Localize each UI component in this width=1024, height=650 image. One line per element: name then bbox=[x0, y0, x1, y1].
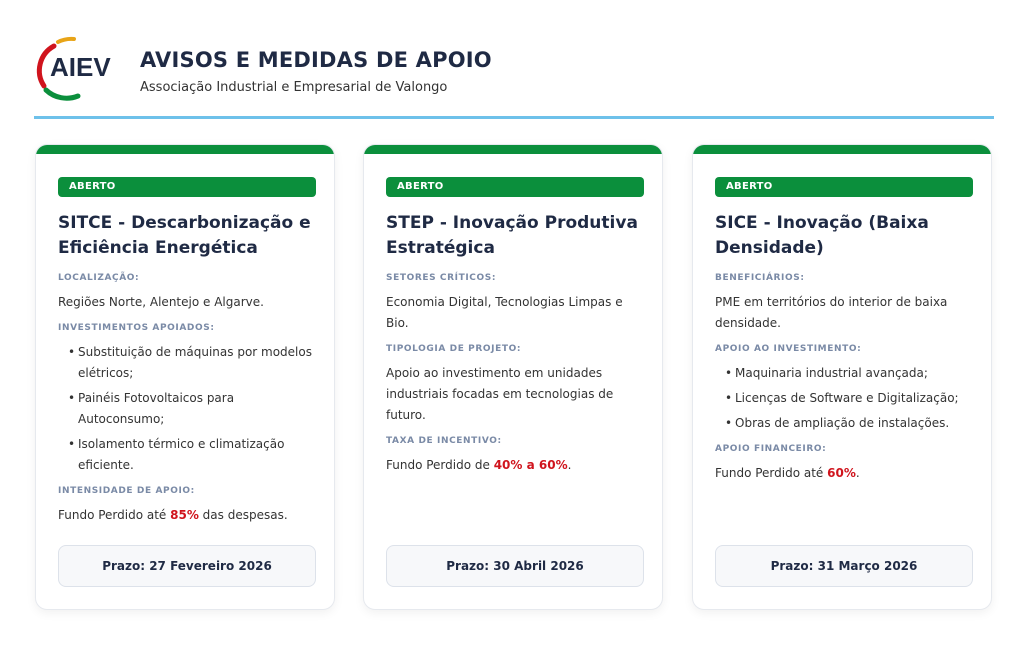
support-rate-highlight: 40% a 60% bbox=[493, 458, 568, 472]
section-label: TAXA DE INCENTIVO: bbox=[386, 436, 502, 446]
section-text: Regiões Norte, Alentejo e Algarve. bbox=[58, 295, 264, 309]
investment-list bbox=[58, 342, 320, 476]
notice-card-step bbox=[363, 144, 663, 610]
support-rate-highlight: 85% bbox=[170, 508, 199, 522]
investment-list bbox=[715, 363, 977, 434]
section-label: BENEFICIÁRIOS: bbox=[715, 273, 805, 283]
support-rate-text: Fundo Perdido até 85% das despesas. bbox=[58, 508, 288, 522]
section-label: LOCALIZAÇÃO: bbox=[58, 273, 140, 283]
list-item: • Painéis Fotovoltaicos para Autoconsumo; bbox=[68, 388, 320, 430]
section-text: Apoio ao investimento em unidades industriais focadas em tecnologias de futuro. bbox=[386, 366, 614, 422]
deadline-box[interactable]: Prazo: 30 Abril 2026 bbox=[386, 545, 644, 587]
notice-card-sice bbox=[692, 144, 992, 610]
logo-text: AIEV bbox=[50, 52, 111, 82]
support-rate-text: Fundo Perdido de 40% a 60%. bbox=[386, 458, 572, 472]
card-content bbox=[58, 273, 320, 536]
support-rate-text: Fundo Perdido até 60%. bbox=[715, 466, 860, 480]
list-item: • Substituição de máquinas por modelos elétricos; bbox=[68, 342, 320, 384]
card-title: SITCE - Descarbonização e Eficiência Energética bbox=[58, 213, 311, 258]
status-badge: ABERTO bbox=[386, 177, 644, 197]
card-accent-bar bbox=[693, 145, 991, 154]
card-title: STEP - Inovação Produtiva Estratégica bbox=[386, 213, 638, 258]
list-item: • Isolamento térmico e climatização eficiente. bbox=[68, 434, 320, 476]
section-label: INVESTIMENTOS APOIADOS: bbox=[58, 323, 215, 333]
section-label: APOIO AO INVESTIMENTO: bbox=[715, 344, 862, 354]
section-text: Economia Digital, Tecnologias Limpas e Bio. bbox=[386, 295, 623, 330]
deadline-box[interactable]: Prazo: 31 Março 2026 bbox=[715, 545, 973, 587]
card-accent-bar bbox=[364, 145, 662, 154]
section-text: PME em territórios do interior de baixa densidade. bbox=[715, 295, 948, 330]
card-title: SICE - Inovação (Baixa Densidade) bbox=[715, 213, 929, 258]
list-item: • Maquinaria industrial avançada; bbox=[725, 363, 977, 384]
page-title: AVISOS E MEDIDAS DE APOIO bbox=[140, 48, 492, 72]
status-badge: ABERTO bbox=[58, 177, 316, 197]
section-label: INTENSIDADE DE APOIO: bbox=[58, 486, 195, 496]
section-label: APOIO FINANCEIRO: bbox=[715, 444, 827, 454]
page-header bbox=[34, 36, 994, 106]
status-badge: ABERTO bbox=[715, 177, 973, 197]
deadline-box[interactable]: Prazo: 27 Fevereiro 2026 bbox=[58, 545, 316, 587]
list-item: • Obras de ampliação de instalações. bbox=[725, 413, 977, 434]
aiev-logo bbox=[34, 36, 122, 102]
support-rate-highlight: 60% bbox=[827, 466, 856, 480]
list-item: • Licenças de Software e Digitalização; bbox=[725, 388, 977, 409]
page-subtitle: Associação Industrial e Empresarial de Valongo bbox=[140, 80, 448, 95]
card-content bbox=[386, 273, 648, 486]
header-divider bbox=[34, 116, 994, 119]
section-label: TIPOLOGIA DE PROJETO: bbox=[386, 344, 522, 354]
section-label: SETORES CRÍTICOS: bbox=[386, 273, 497, 283]
notice-card-sitce bbox=[35, 144, 335, 610]
card-accent-bar bbox=[36, 145, 334, 154]
card-content bbox=[715, 273, 977, 494]
